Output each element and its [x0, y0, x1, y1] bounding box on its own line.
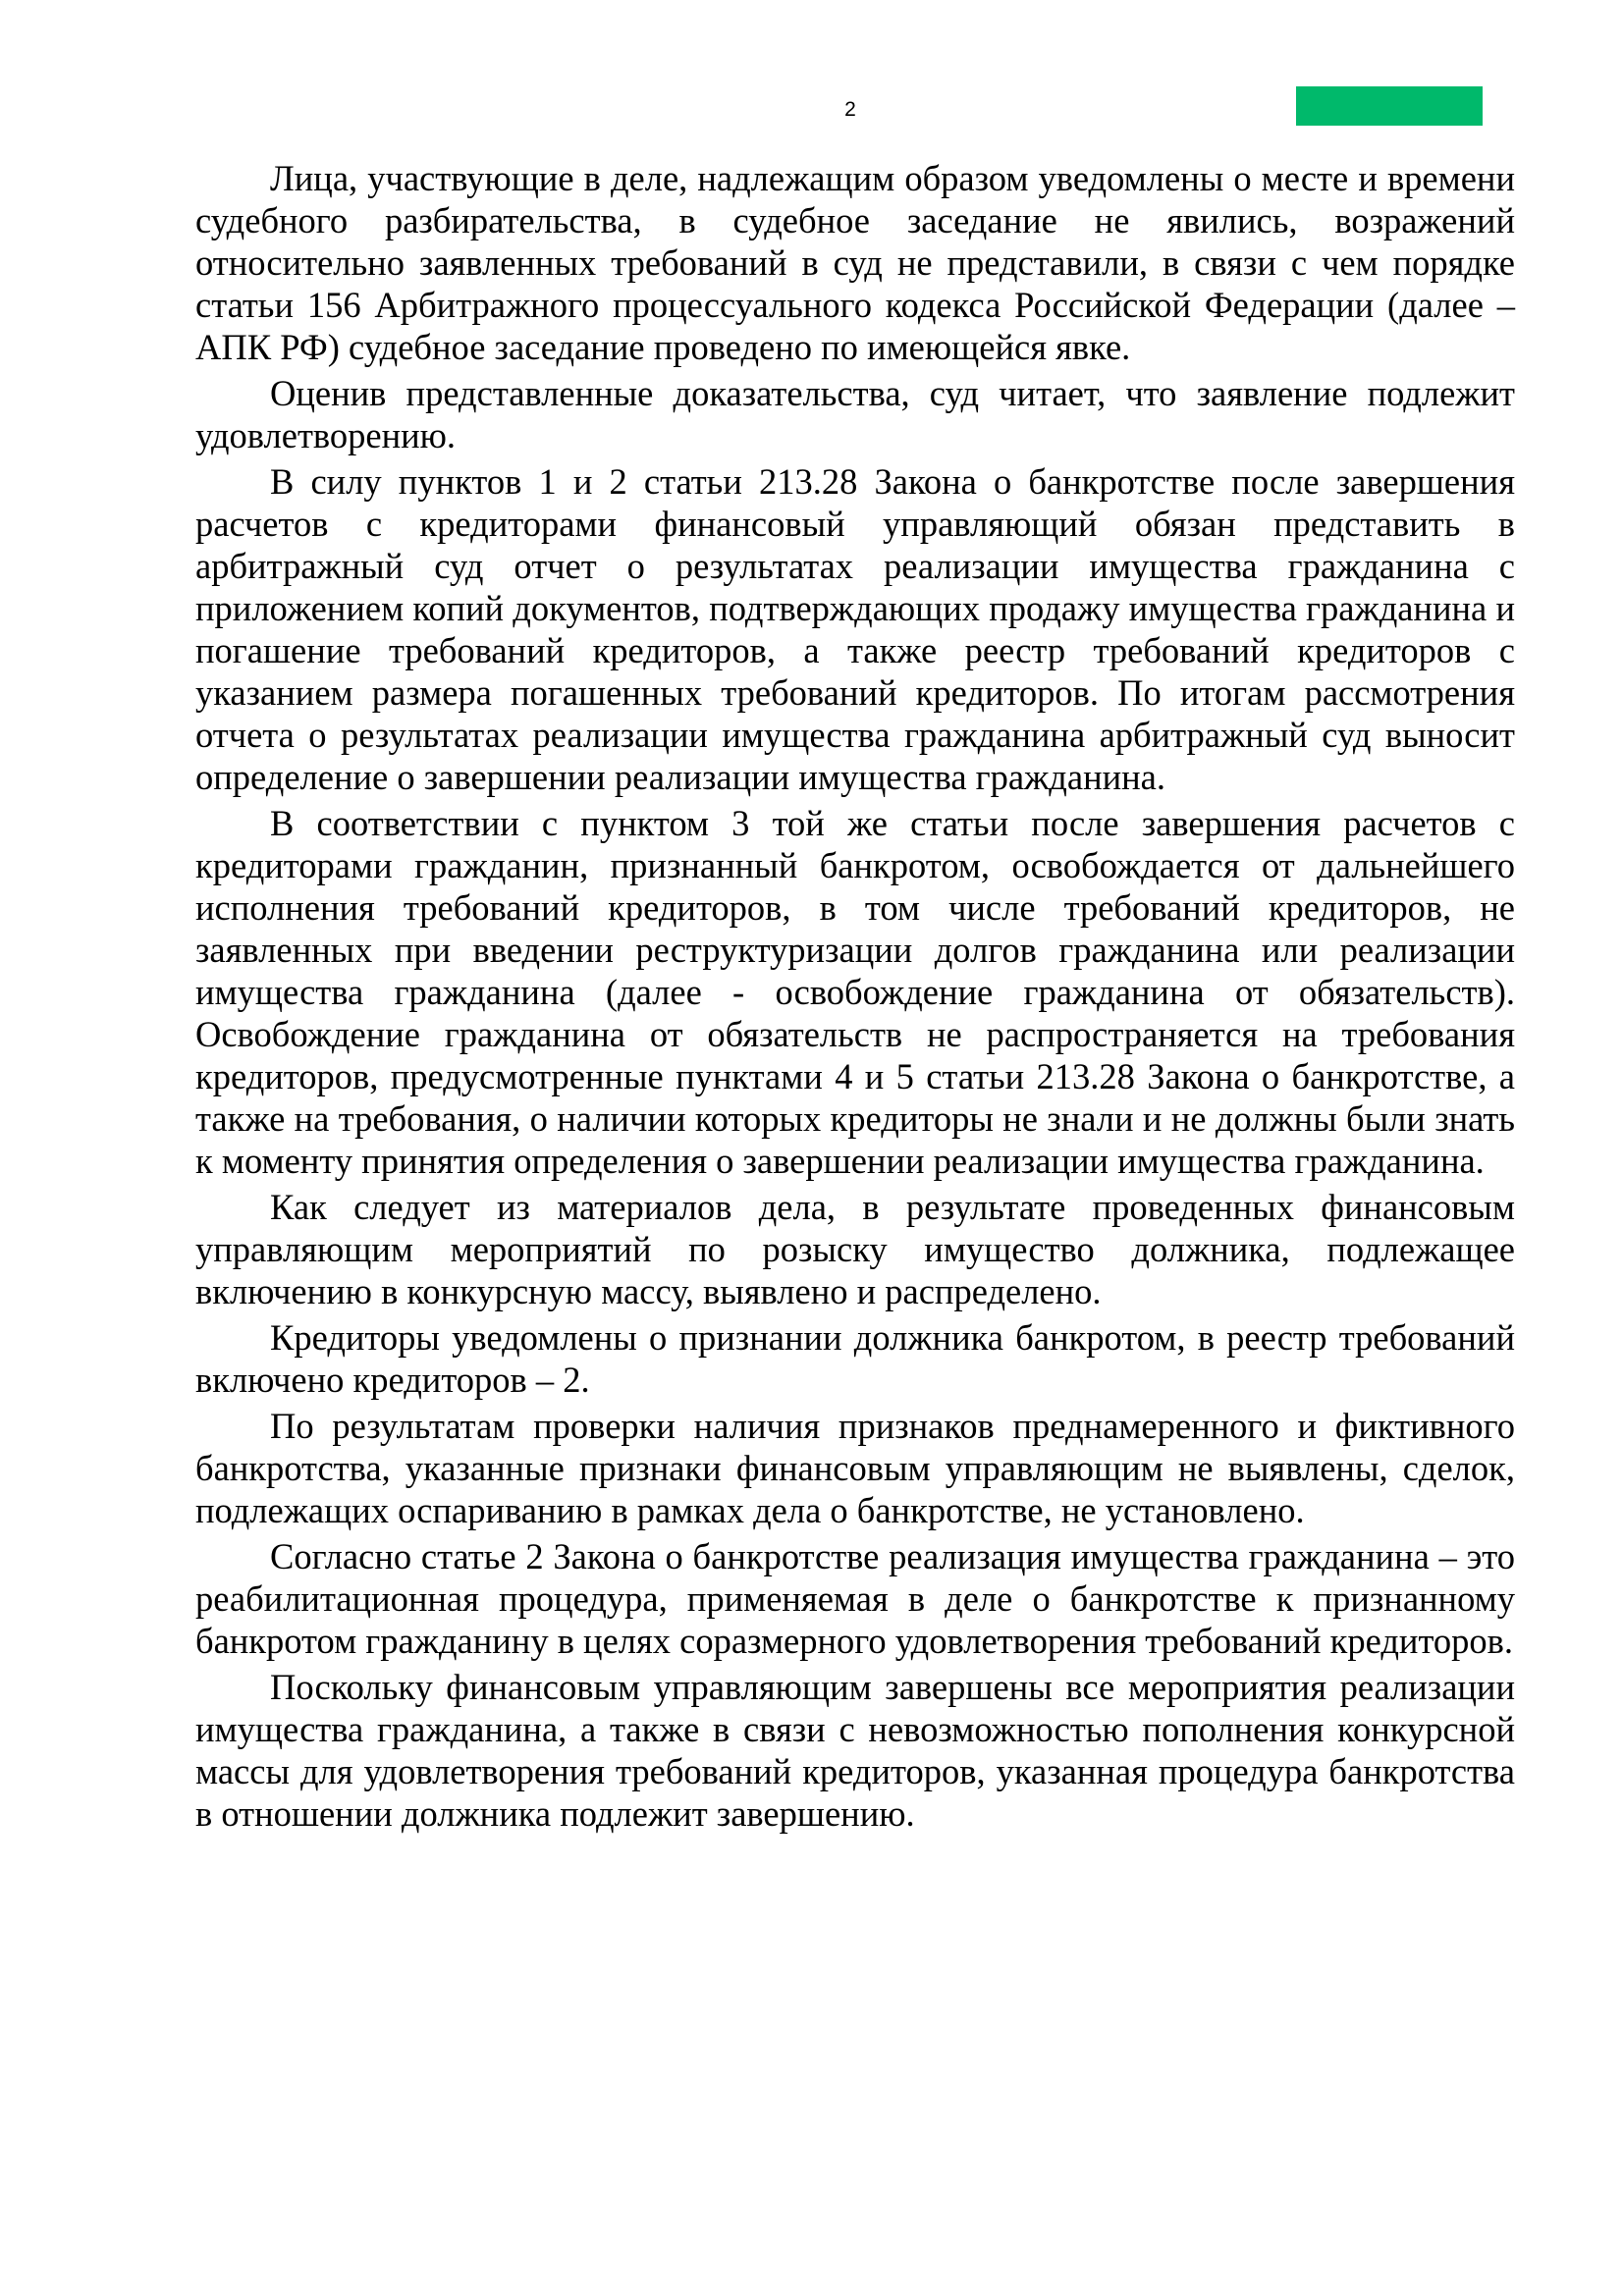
paragraph-5: Как следует из материалов дела, в результате проведенных финансовым управляющим мероприятий по розыску имущество должника, подлежащее включению в конкурсную массу, выявлено и распределено. — [195, 1187, 1515, 1311]
paragraph-1: Лица, участвующие в деле, надлежащим образом уведомлены о месте и времени судебного разбирательства, в судебное заседание не явились, возражений относительно заявленных требований в суд не представили, в связи с чем порядке статьи 156 Арбитражного процессуального кодекса Российской Федерации (далее – АПК РФ) судебное заседание проведено по имеющейся явке. — [195, 158, 1515, 367]
paragraph-2: Оценив представленные доказательства, суд читает, что заявление подлежит удовлетворению. — [195, 373, 1515, 455]
paragraph-3: В силу пунктов 1 и 2 статьи 213.28 Закона о банкротстве после завершения расчетов с кредиторами финансовый управляющий обязан представить в арбитражный суд отчет о результатах реализации имущества гражданина с приложением копий документов, подтверждающих продажу имущества гражданина и погашение требований кредиторов, а также реестр требований кредиторов с указанием размера погашенных требований кредиторов. По итогам рассмотрения отчета о результатах реализации имущества гражданина арбитражный суд выносит определение о завершении реализации имущества гражданина. — [195, 461, 1515, 797]
paragraph-9: Поскольку финансовым управляющим завершены все мероприятия реализации имущества гражданина, а также в связи с невозможностью пополнения конкурсной массы для удовлетворения требований кредиторов, указанная процедура банкротства в отношении должника подлежит завершению. — [195, 1667, 1515, 1834]
green-stamp-mark — [1296, 86, 1483, 126]
paragraph-4: В соответствии с пунктом 3 той же статьи после завершения расчетов с кредиторами гражданин, признанный банкротом, освобождается от дальнейшего исполнения требований кредиторов, в том числе требований кредиторов, не заявленных при введении реструктуризации долгов гражданина или реализации имущества гражданина (далее - освобождение гражданина от обязательств). Освобождение гражданина от обязательств не распространяется на требования кредиторов, предусмотренные пунктами 4 и 5 статьи 213.28 Закона о банкротстве, а также на требования, о наличии которых кредиторы не знали и не должны были знать к моменту принятия определения о завершении реализации имущества гражданина. — [195, 803, 1515, 1181]
page-number: 2 — [844, 98, 856, 121]
paragraph-8: Согласно статье 2 Закона о банкротстве реализация имущества гражданина – это реабилитационная процедура, применяемая в деле о банкротстве к признанному банкротом гражданину в целях соразмерного удовлетворения требований кредиторов. — [195, 1536, 1515, 1661]
paragraph-7: По результатам проверки наличия признаков преднамеренного и фиктивного банкротства, указанные признаки финансовым управляющим не выявлены, сделок, подлежащих оспариванию в рамках дела о банкротстве, не установлено. — [195, 1406, 1515, 1530]
paragraph-6: Кредиторы уведомлены о признании должника банкротом, в реестр требований включено кредиторов – 2. — [195, 1317, 1515, 1400]
document-body — [195, 157, 1515, 1839]
